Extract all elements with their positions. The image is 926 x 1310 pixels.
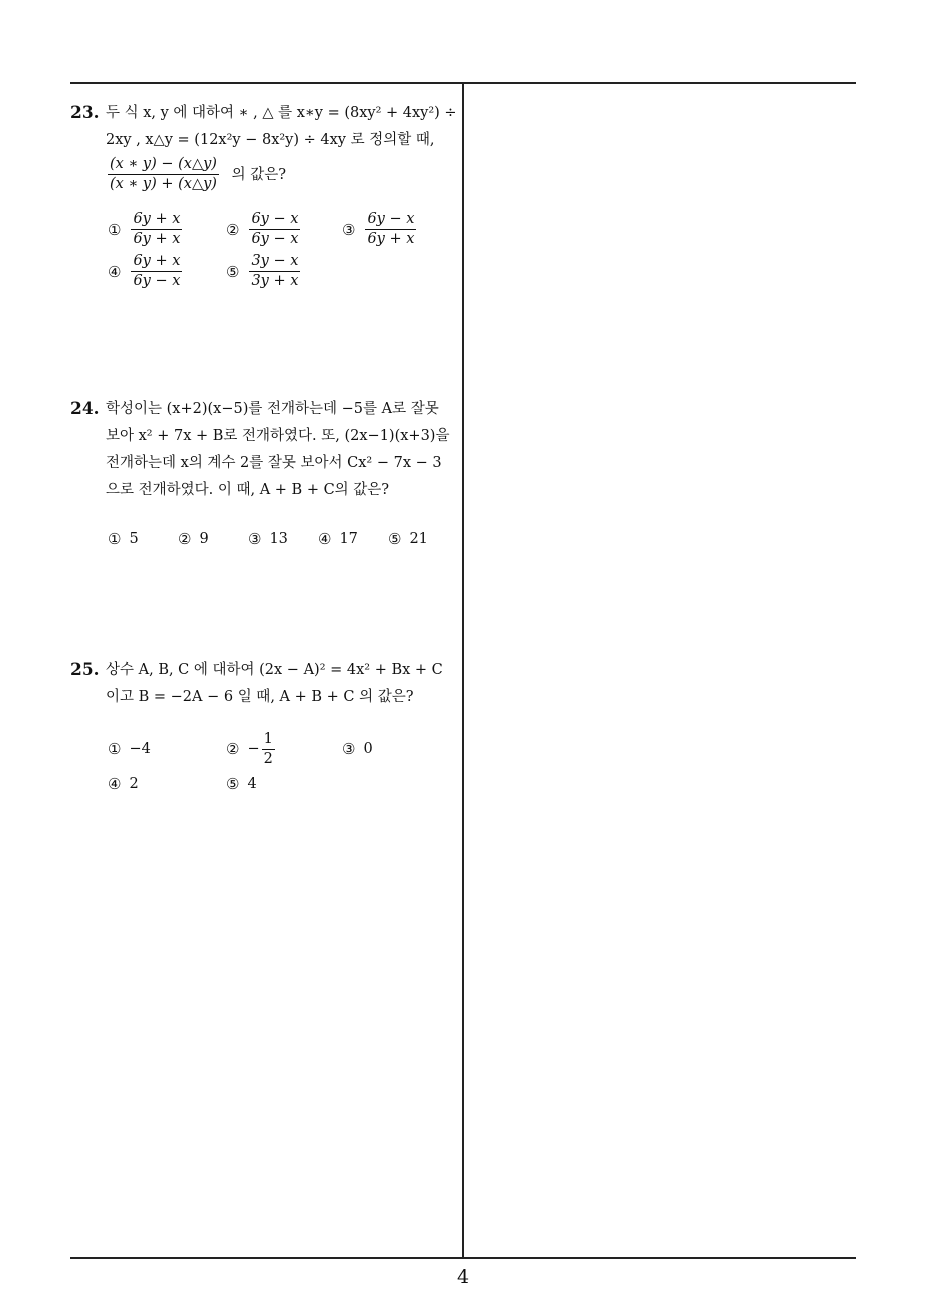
problem-text-line: 보아 x² + 7x + B로 전개하였다. 또, (2x−1)(x+3)을: [106, 428, 450, 444]
expression-fraction: $\frac{(x ∗ y) - (x\triangle y)}{(x ∗ y) + (x\triangle y)}$: [110, 156, 217, 192]
problem-text-line: 전개하는데 x의 계수 2를 잘못 보아서 Cx² − 7x − 3: [106, 455, 442, 471]
choice-2[interactable]: ② 9: [178, 530, 209, 548]
problem-text-line: 두 식 x, y 에 대하여 ∗ , △ 를 x∗y = (8xy² + 4xy²) ÷: [106, 105, 457, 121]
problem-24: [70, 396, 458, 560]
column-divider: [462, 82, 464, 1259]
choice-4[interactable]: ④ $\frac{6y + x}{6y - x}$: [108, 253, 181, 289]
expression-line: $\frac{(x ∗ y) - (x\triangle y)}{(x ∗ y) + (x\triangle y)}$ 의 값은?: [110, 156, 286, 192]
choice-3[interactable]: ③ $\frac{6y - x}{6y + x}$: [342, 211, 415, 247]
choices: [70, 530, 458, 560]
choice-5[interactable]: ⑤ 21: [388, 530, 428, 548]
problem-number: 23.: [70, 103, 100, 123]
choice-1[interactable]: ① −4: [108, 740, 151, 758]
problem-text-line: 이고 B = −2A − 6 일 때, A + B + C 의 값은?: [106, 689, 414, 705]
page-number: 4: [456, 1266, 470, 1288]
problem-23: [70, 100, 458, 301]
problem-number: 25.: [70, 660, 100, 680]
choice-5[interactable]: ⑤ 4: [226, 775, 257, 793]
problem-number: 24.: [70, 399, 100, 419]
choice-4[interactable]: ④ 17: [318, 530, 358, 548]
bottom-rule: [70, 1257, 856, 1259]
choice-5[interactable]: ⑤ $\frac{3y - x}{3y + x}$: [226, 253, 299, 289]
choices: [70, 731, 458, 811]
choices: [70, 211, 458, 301]
choice-4[interactable]: ④ 2: [108, 775, 139, 793]
choice-1[interactable]: ① $\frac{6y + x}{6y + x}$: [108, 211, 181, 247]
problem-text-line: 상수 A, B, C 에 대하여 (2x − A)² = 4x² + Bx + C: [106, 662, 443, 678]
problem-text-line: 학성이는 (x+2)(x−5)를 전개하는데 −5를 A로 잘못: [106, 401, 439, 417]
choice-1[interactable]: ① 5: [108, 530, 139, 548]
choice-2[interactable]: ② $\frac{6y - x}{6y - x}$: [226, 211, 299, 247]
choice-2[interactable]: ② − $\frac{1}{2}$: [226, 730, 273, 767]
problem-text-line: 으로 전개하였다. 이 때, A + B + C의 값은?: [106, 482, 390, 498]
problem-25: [70, 657, 458, 811]
problem-text-line: 2xy , x△y = (12x²y − 8x²y) ÷ 4xy 로 정의할 때,: [106, 132, 435, 148]
choice-3[interactable]: ③ 0: [342, 740, 373, 758]
choice-3[interactable]: ③ 13: [248, 530, 288, 548]
